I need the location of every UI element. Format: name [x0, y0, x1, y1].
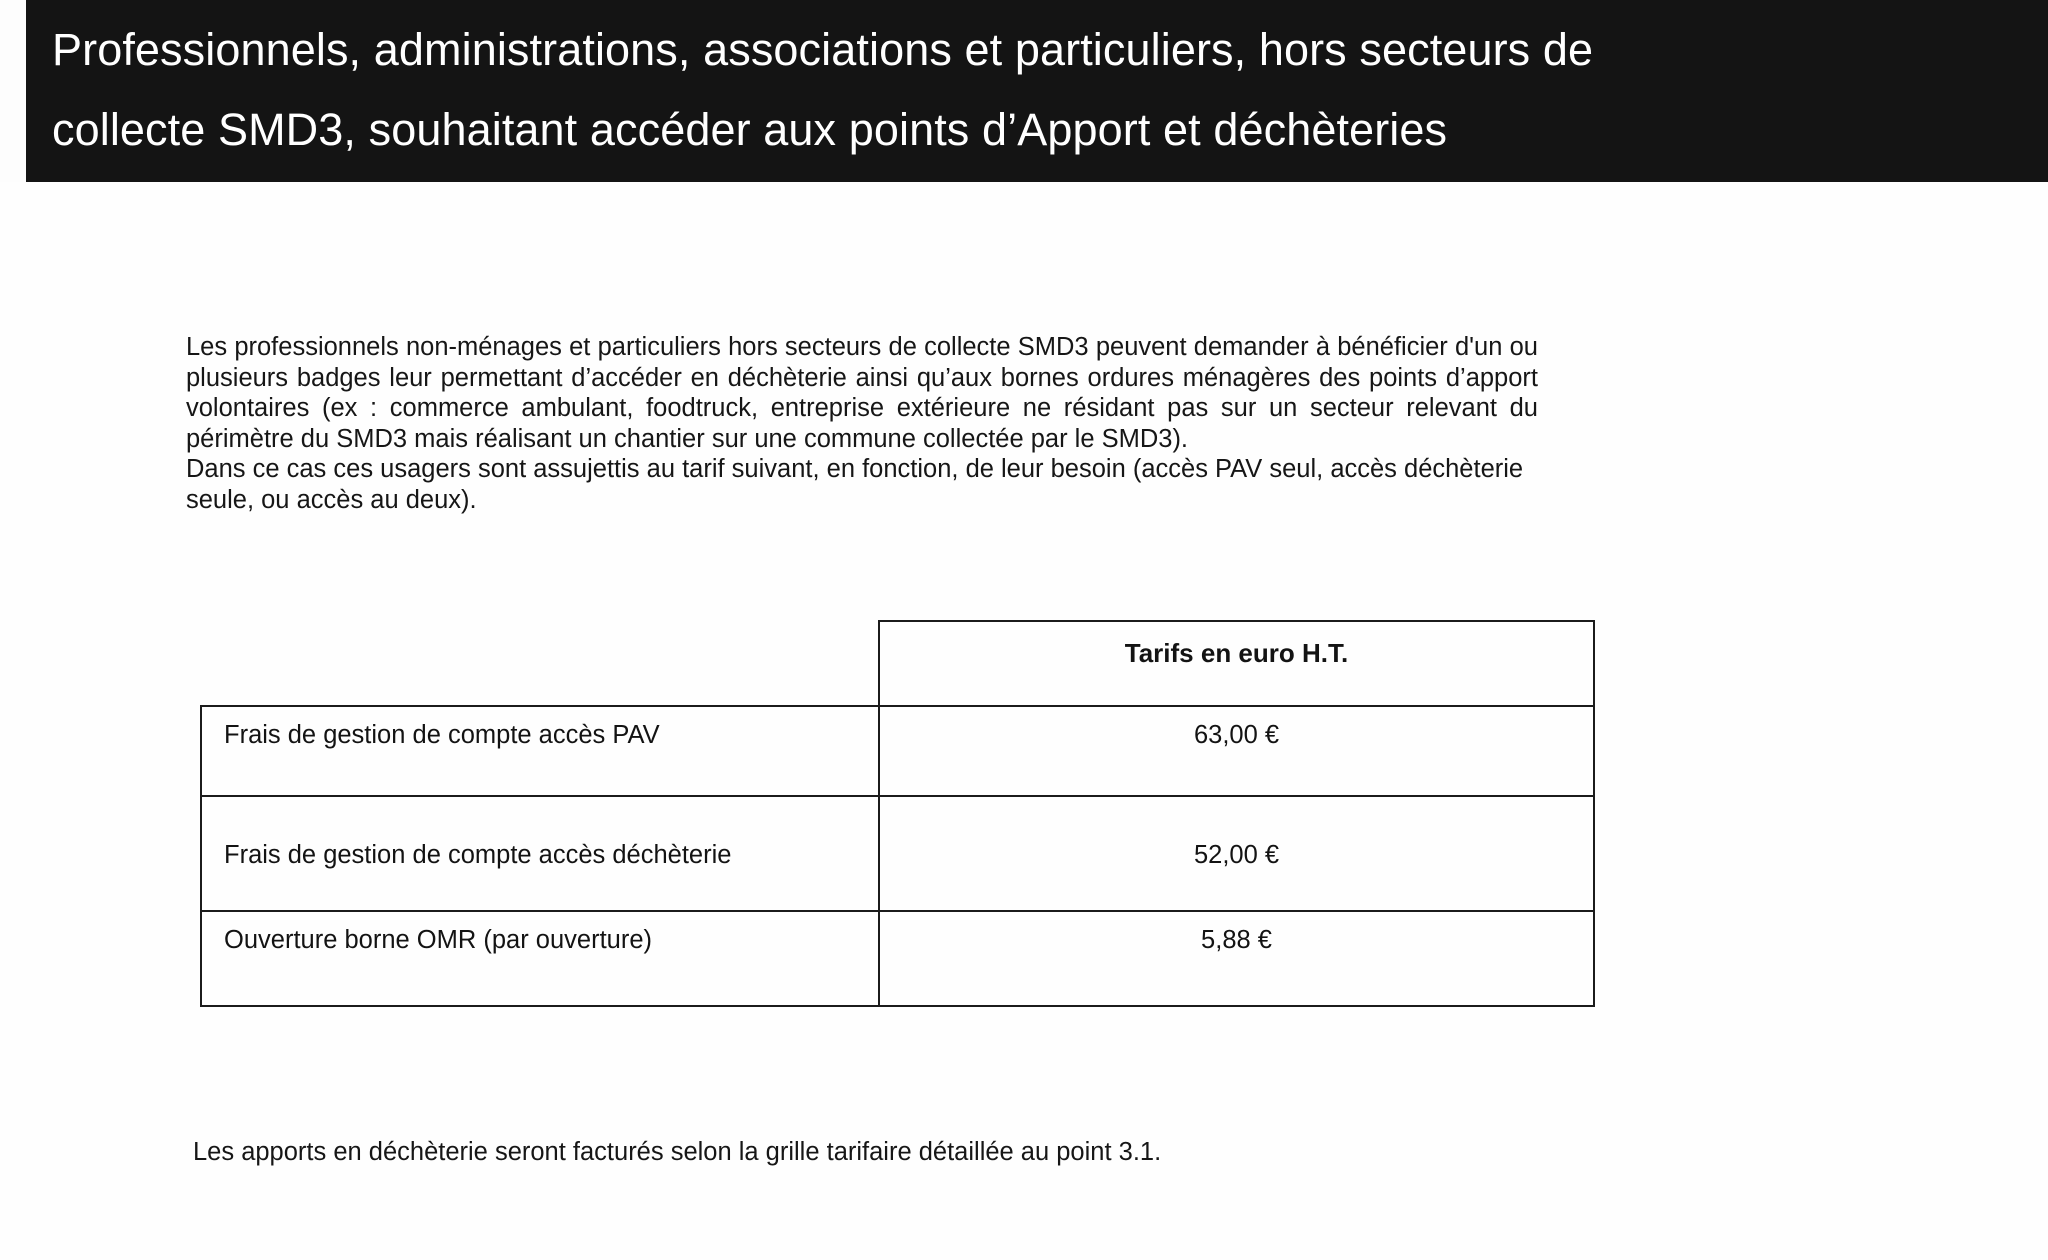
- title-line-1: Professionnels, administrations, associations et particuliers, hors secteurs de: [52, 24, 1594, 75]
- table-cell-label: Frais de gestion de compte accès PAV: [201, 706, 879, 796]
- table-footnote: Les apports en déchèterie seront facturés selon la grille tarifaire détaillée au point 3.1.: [193, 1138, 1162, 1166]
- table-row: [201, 706, 1594, 796]
- title-banner: [26, 0, 2048, 182]
- tariff-table-container: [200, 620, 1593, 1007]
- paragraph-tarif-conditions: Dans ce cas ces usagers sont assujettis au tarif suivant, en fonction, de leur besoin (accès PAV seul, accès déchèterie seule, ou accès au deux).: [186, 455, 1524, 514]
- scanned-document-page: [0, 182, 2048, 1260]
- title-line-2: collecte SMD3, souhaitant accéder aux points d’Apport et déchèteries: [52, 104, 1448, 155]
- table-cell-value: 52,00 €: [879, 796, 1594, 911]
- table-cell-value: 63,00 €: [879, 706, 1594, 796]
- tariff-table: [200, 620, 1595, 1007]
- table-cell-value: 5,88 €: [879, 911, 1594, 1006]
- table-row: [201, 796, 1594, 911]
- table-cell-label: Frais de gestion de compte accès déchèterie: [201, 796, 879, 911]
- paragraph-intro: Les professionnels non-ménages et particuliers hors secteurs de collecte SMD3 peuvent demander à bénéficier d'un ou plusieurs badges leur permettant d’accéder en déchèterie ainsi qu’aux bornes ordures ménagères des points d’apport volontaires (ex : commerce ambulant, foodtruck, entreprise extérieure ne résidant pas sur un secteur relevant du périmètre du SMD3 mais réalisant un chantier sur une commune collectée par le SMD3).: [186, 333, 1538, 453]
- table-header-tarifs: Tarifs en euro H.T.: [879, 621, 1594, 706]
- table-header-blank-cell: [201, 621, 879, 706]
- table-row: [201, 911, 1594, 1006]
- table-cell-label: Ouverture borne OMR (par ouverture): [201, 911, 879, 1006]
- table-header-row: [201, 621, 1594, 706]
- body-text-block: [186, 332, 1538, 515]
